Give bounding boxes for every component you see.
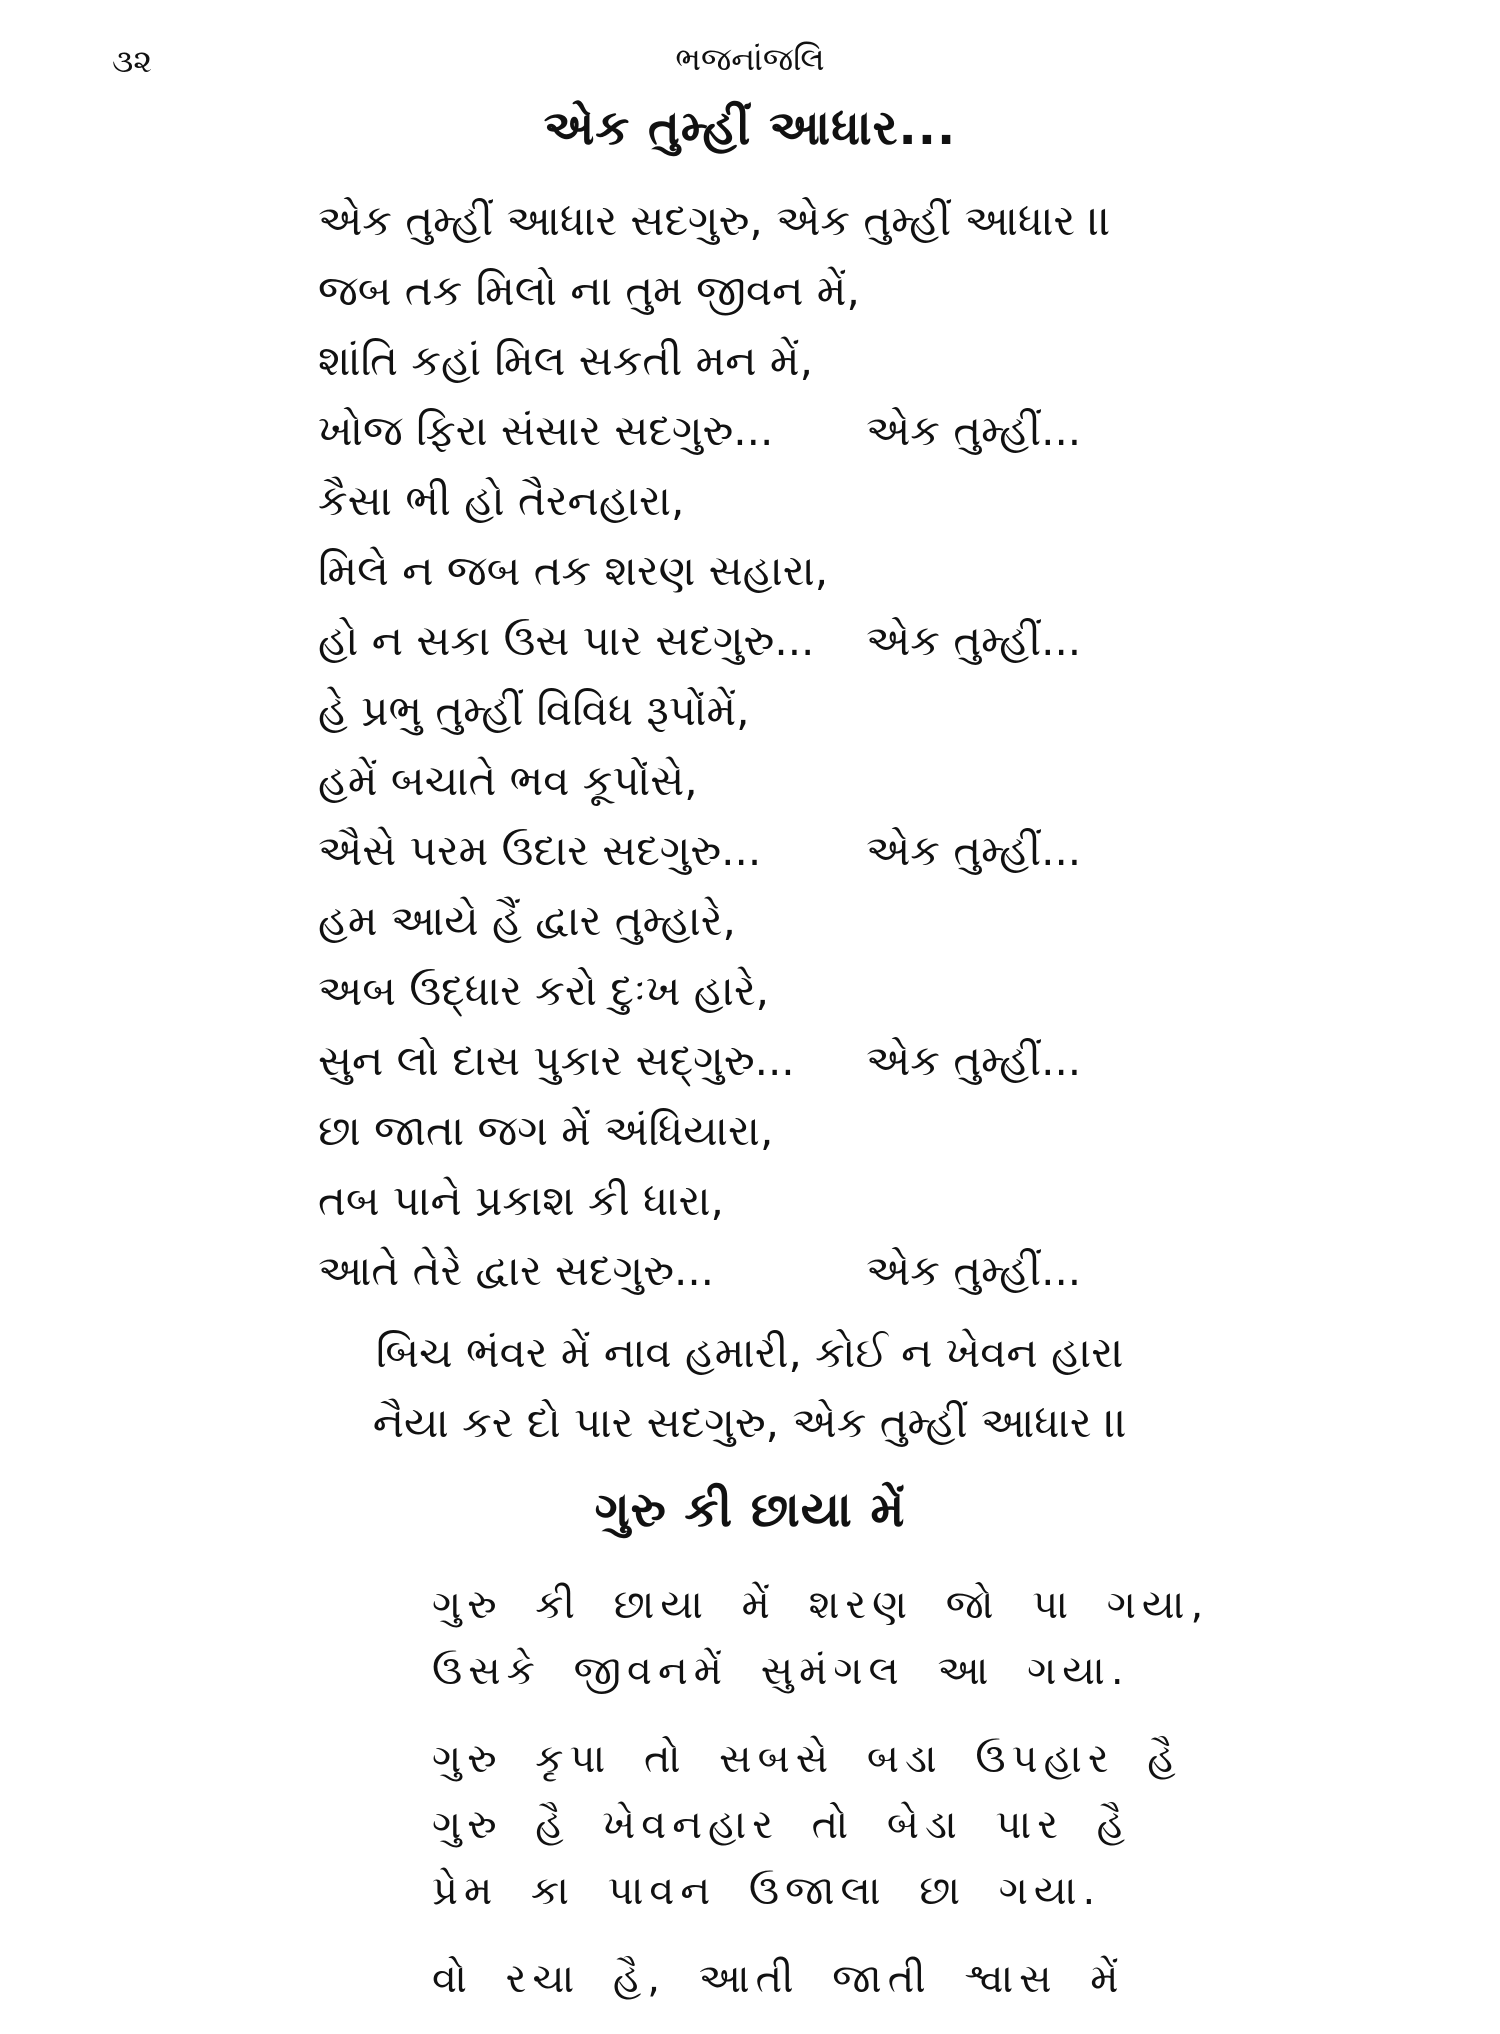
verse-text: આતે તેરે દ્વાર સદગુરુ... <box>318 1246 715 1295</box>
verse-refrain: એક તુમ્હીં... <box>866 1036 1082 1085</box>
verse-line <box>318 1096 1218 1166</box>
verse-line <box>318 1026 1218 1096</box>
verse-text: ખોજ ફિરા સંસાર સદગુરુ... <box>318 406 774 455</box>
closing-line: બિચ ભંવર મેં નાવ હમારી, કોઈ ન ખેવન હાર। <box>375 1328 1125 1377</box>
verse-text: ઐસે પરમ ઉદાર સદગુરુ... <box>318 826 762 875</box>
verse-line <box>318 326 1218 396</box>
page-number: ૩૨ <box>112 42 153 80</box>
bhajan-verses <box>318 186 1218 1306</box>
verse-line: પ્રેમ કા પાવન ઉજાલા છા ગયા. <box>432 1868 1102 1914</box>
verse-block <box>432 1572 1210 1704</box>
verse-line <box>318 746 1218 816</box>
verse-refrain: એક તુમ્હીં... <box>866 826 1082 875</box>
verse-line <box>318 816 1218 886</box>
verse-line: ઉસકે જીવનમેં સુમંગલ આ ગયા. <box>432 1648 1130 1694</box>
verse-text: હે પ્રભુ તુમ્હીં વિવિધ રૂપોંમેં, <box>318 686 750 735</box>
verse-line: ગુરુ કી છાયા મેં શરણ જો પા ગયા, <box>432 1582 1210 1628</box>
bhajan-verses <box>432 1572 1210 2034</box>
verse-block <box>432 1726 1182 1924</box>
verse-text: સુન લો દાસ પુકાર સદ્ગુરુ... <box>318 1036 795 1085</box>
verse-text: એક તુમ્હીં આધાર સદગુરુ, એક તુમ્હીં આધાર ।। <box>318 196 1111 245</box>
verse-line <box>318 956 1218 1026</box>
verse-text: હમેં બચાતે ભવ કૂપોંસે, <box>318 756 698 805</box>
verse-text: જબ તક મિલો ના તુમ જીવન મેં, <box>318 266 860 315</box>
verse-text: હમ આયે હૈં દ્વાર તુમ્હારે, <box>318 896 736 945</box>
verse-text: અબ ઉદ્ધાર કરો દુઃખ હારે, <box>318 966 770 1015</box>
bhajan-title: ગુરુ કી છાયા મેં <box>594 1482 906 1538</box>
verse-text: મિલે ન જબ તક શરણ સહારા, <box>318 546 829 595</box>
verse-refrain: એક તુમ્હીં... <box>866 406 1082 455</box>
verse-refrain: એક તુમ્હીં... <box>866 616 1082 665</box>
verse-text: છા જાતા જગ મેં અંધિયારા, <box>318 1106 774 1155</box>
verse-block <box>432 1946 1132 2012</box>
verse-line <box>318 186 1218 256</box>
verse-refrain: એક તુમ્હીં... <box>866 1246 1082 1295</box>
verse-line <box>318 676 1218 746</box>
bhajan-title: એક તુમ્હીં આધાર... <box>543 100 957 156</box>
verse-line <box>318 1236 1218 1306</box>
verse-line <box>318 396 1218 466</box>
verse-line <box>318 886 1218 956</box>
verse-line: ગુરુ કૃપા તો સબસે બડા ઉપહાર હૈ <box>432 1736 1182 1782</box>
verse-line <box>318 466 1218 536</box>
closing-line: નૈયા કર દો પાર સદગુરુ, એક તુમ્હીં આધાર ।। <box>372 1398 1128 1447</box>
verse-text: કૈસા ભી હો તૈરનહારા, <box>318 476 685 525</box>
verse-line: વો રચા હૈ, આતી જાતી શ્વાસ મેં <box>432 1956 1125 2002</box>
verse-text: તબ પાને પ્રકાશ કી ધારા, <box>318 1176 724 1225</box>
verse-line <box>318 256 1218 326</box>
verse-text: હો ન સકા ઉસ પાર સદગુરુ... <box>318 616 815 665</box>
closing-couplet <box>0 1318 1500 1458</box>
verse-line <box>318 536 1218 606</box>
verse-line <box>318 606 1218 676</box>
verse-line: ગુરુ હૈ ખેવનહાર તો બેડા પાર હૈ <box>432 1802 1132 1848</box>
running-header: ભજનાંજલિ <box>675 40 825 78</box>
verse-text: શાંતિ કહાં મિલ સકતી મન મેં, <box>318 336 813 385</box>
verse-line <box>318 1166 1218 1236</box>
